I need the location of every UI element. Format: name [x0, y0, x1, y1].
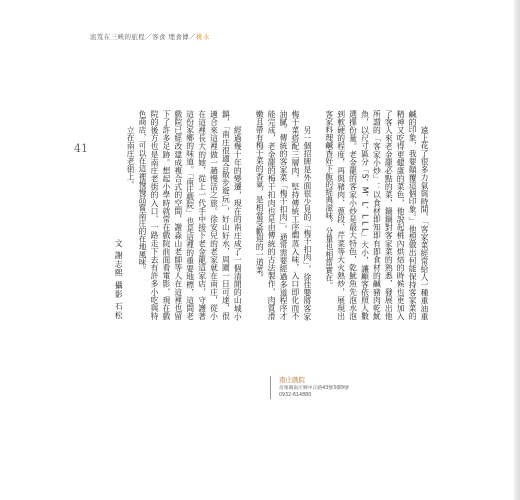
article-paragraph: 遠上花了很多力氣與時間，「客家菜經常給人一種重油重鹹的印象，我要顛覆這個印象。」他想做出何能保持客家菜的精神又吃得更健康的菜色，他說起桃內烘焙的時候也更加入了客人來老金龍必點的菜，鍋鍋對客家菜的熟悉，發展出他所謂的「客家小炒」：以食材即知即有即食材的鹹豬肉乾魷魚，以尺寸區分「S、M、L、L L L」大小，讓顧客依照人數選擇份量。老金龍的客家小炒是最大特色，乾魷魚先泡水泡到軟硬的程度，再與豬肉、蔥段、芹菜等大火熱炒，展現出客家料理鹹香好下飯的經典滋味，分量也相當實在。 [324, 110, 429, 320]
venue-info-card [270, 376, 349, 399]
running-title-accent: 桃水 [195, 33, 210, 41]
article-paragraph: 立在南庄老街上。 [126, 125, 136, 188]
running-header [90, 32, 210, 41]
running-title: 流笈在三峽的旅程／客食 埋食傳／ [90, 33, 196, 41]
venue-phone: 0932-614880 [279, 393, 312, 398]
venue-address: 苗栗縣南庄鄉中正路43號3樓9號 [279, 386, 349, 391]
article-paragraph: 另一個招牌是外面很少見的「梅干扣肉」，徐佳嬰將客家梅干菜搭配三層肉，堅持傳統工序燜蒸入味，入口即化而不油膩。傳統的客家菜「梅干扣肉」，通常需要經過多道程序才能完成，老金龍的梅干扣肉也是由傳統的古法製作，肉質滑嫩且帶有梅干菜的香氣，是相當受歡迎的一道菜。 [255, 110, 312, 320]
page-number: 41 [74, 142, 88, 155]
article-body [114, 110, 430, 320]
article-credit: 文 謝志熙 攝影 石松 [114, 239, 124, 320]
page-spine [514, 0, 520, 500]
article-paragraph: 經過幾十年的變遷，現在的南庄成了一個清閒的山城小鎮，「南庄很適合散步遊玩」，好山好水，周圍一日可達，很適合來這裡做一趟慢活之旅。徐安兒的老家就在南庄，從小在這裡長大的她，從上一代手中接下老金龍這家店，守護著這份家鄉的味道。「南庄戲院」也是這裡的重要地標，這間老戲院已經改建成複合式的空間，謝淼山老師等人在這裡也留下了許多足跡。想起小學時就常在戲院前面看電影，現在戲院的後方也是南庄老街的入口，一路走下去有許多小吃與特色商店，可以在這裡慢慢品嘗南庄的在地風味。 [138, 110, 243, 320]
venue-name: 南庄戲院 [279, 376, 305, 384]
